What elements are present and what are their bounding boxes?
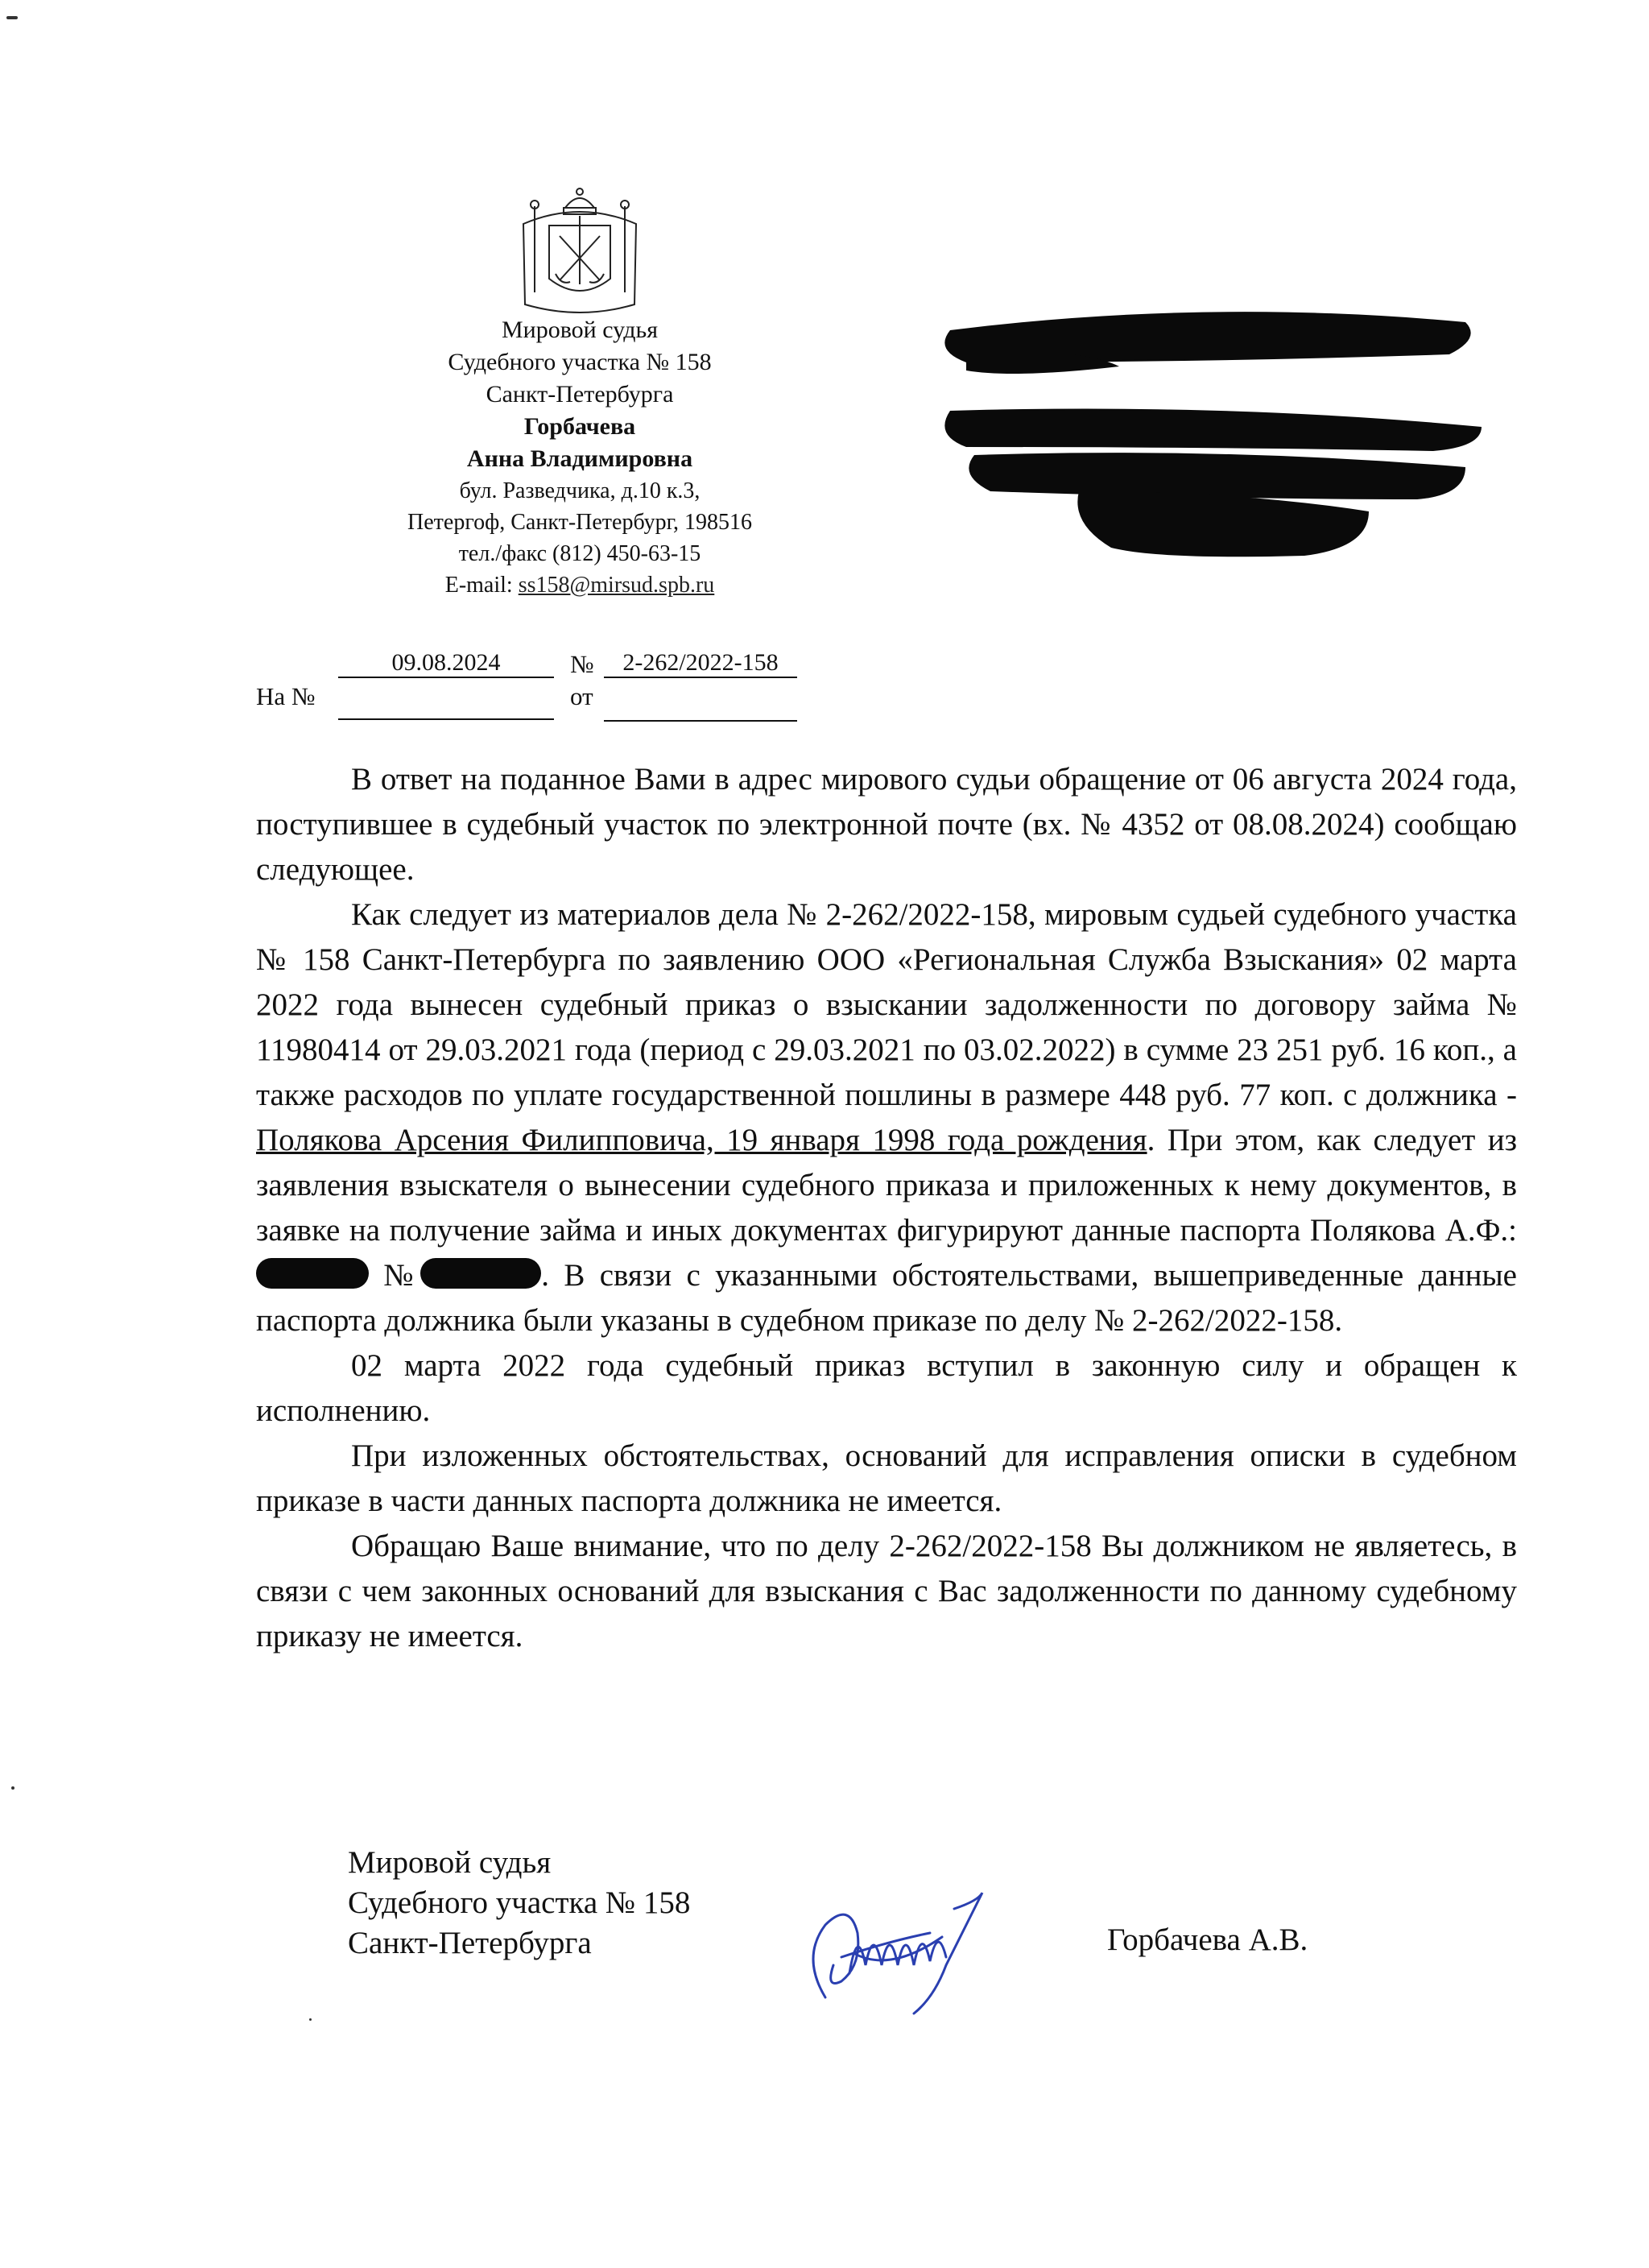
signature-city: Санкт-Петербурга	[348, 1926, 592, 1960]
redacted-addressee	[918, 306, 1498, 572]
reply-label: На №	[256, 682, 316, 710]
signature-district: Судебного участка № 158	[348, 1885, 691, 1920]
paragraph-2-part-c: . В связи с указанными обстоятельствами, вышеприведенные данные паспорта должника были указаны в судебном приказе по делу № 2-262/2022-158.	[256, 1258, 1517, 1338]
court-header	[306, 314, 853, 601]
reply-date-blank	[604, 693, 797, 722]
paragraph-1: В ответ на поданное Вами в адрес мирового судьи обращение от 06 августа 2024 года, поступившее в судебный участок по электронной почте (вх. № 4352 от 08.08.2024) сообщаю следующее.	[256, 762, 1517, 887]
redacted-passport-number	[420, 1258, 541, 1289]
signer-name: Горбачева А.В.	[1107, 1922, 1308, 1957]
scan-mark	[6, 16, 18, 19]
passport-number-label: №	[383, 1258, 421, 1293]
signature-block	[348, 1843, 690, 1964]
paragraph-3: 02 марта 2022 года судебный приказ вступил в законную силу и обращен к исполнению.	[256, 1348, 1517, 1428]
scan-mark	[309, 2018, 312, 2021]
from-label: от	[570, 682, 593, 710]
judge-surname: Горбачева	[523, 413, 636, 440]
number-label: №	[570, 650, 594, 678]
scan-mark	[11, 1786, 14, 1790]
reply-number-blank	[338, 691, 554, 720]
judge-name: Анна Владимировна	[466, 445, 693, 472]
signature-title: Мировой судья	[348, 1845, 552, 1880]
debtor-name: Полякова Арсения Филипповича, 19 января 1998 года рождения	[256, 1123, 1147, 1157]
address-line-1: бул. Разведчика, д.10 к.3,	[459, 478, 701, 503]
outgoing-date: 09.08.2024	[338, 649, 554, 678]
email-link[interactable]: ss158@mirsud.spb.ru	[518, 573, 715, 598]
header-title: Мировой судья	[501, 317, 659, 343]
paragraph-2	[256, 892, 1517, 1343]
letter-body	[256, 757, 1517, 1659]
phone: тел./факс (812) 450-63-15	[458, 541, 701, 566]
outgoing-number: 2-262/2022-158	[604, 649, 797, 678]
paragraph-5: Обращаю Ваше внимание, что по делу 2-262/2022-158 Вы должником не являетесь, в связи с чем законных оснований для взыскания с Вас задолженности по данному судебному приказу не имеется.	[256, 1529, 1517, 1653]
paragraph-4: При изложенных обстоятельствах, оснований для исправления описки в судебном приказе в части данных паспорта должника не имеется.	[256, 1438, 1517, 1518]
header-city: Санкт-Петербурга	[486, 381, 674, 408]
handwritten-signature	[793, 1877, 1002, 2030]
redacted-passport-series	[256, 1258, 369, 1289]
header-district: Судебного участка № 158	[448, 349, 712, 375]
address-line-2: Петергоф, Санкт-Петербург, 198516	[407, 510, 752, 535]
paragraph-2-part-a: Как следует из материалов дела № 2-262/2022-158, мировым судьей судебного участка № 158 Санкт-Петербурга по заявлению ООО «Региональная Служба Взыскания» 02 марта 2022 года вынесен судебный приказ о взыскании задолженности по договору займа № 11980414 от 29.03.2021 года (период с 29.03.2021 по 03.02.2022) в сумме 23 251 руб. 16 коп., а также расходов по уплате государственной пошлины в размере 448 руб. 77 коп. с должника -	[256, 897, 1517, 1112]
email-label: E-mail:	[444, 573, 513, 598]
coat-of-arms-icon	[515, 184, 644, 321]
paragraph-2-part-b: . При этом, как следует из заявления взыскателя о вынесении судебного приказа и приложенных к нему документов, в заявке на получение займа и иных документах фигурируют данные паспорта Полякова А.Ф.:	[256, 1123, 1517, 1248]
email-row	[306, 569, 853, 601]
